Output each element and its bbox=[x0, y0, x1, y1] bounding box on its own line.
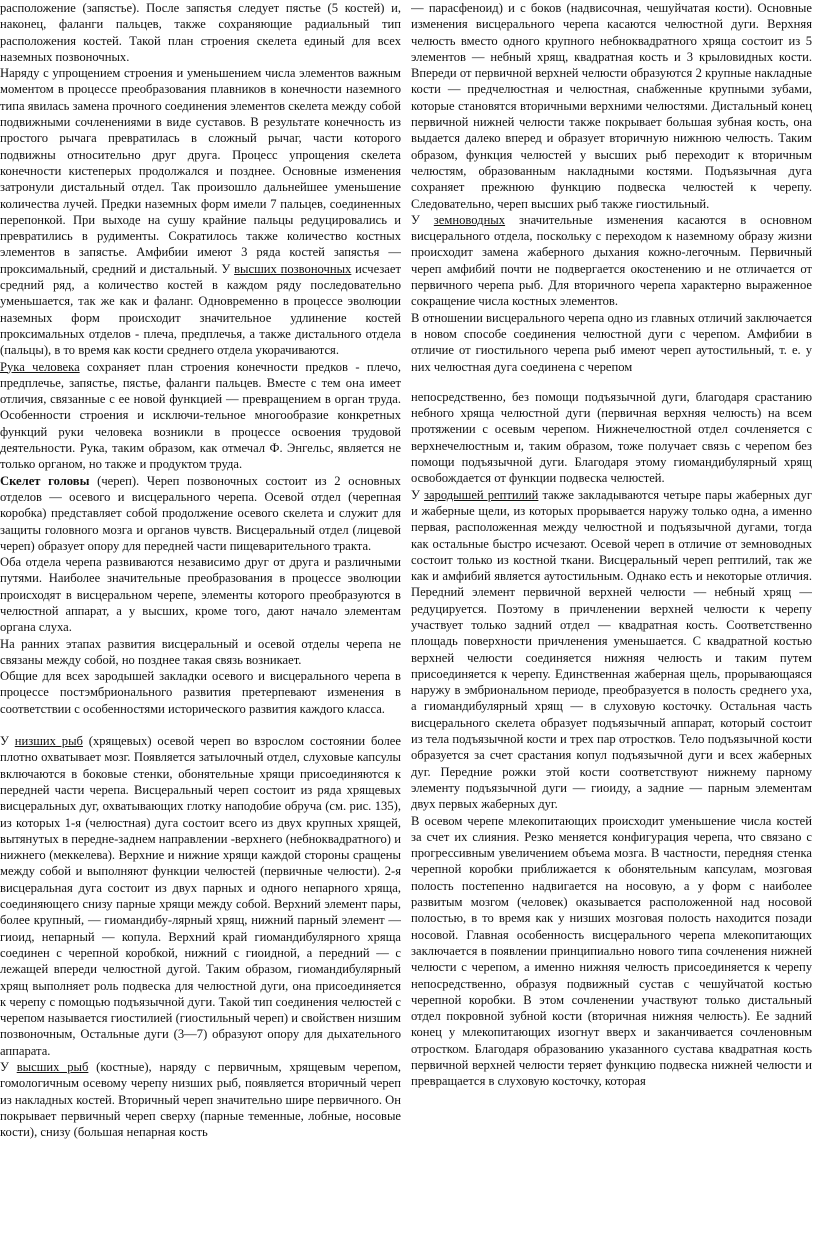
paragraph-reptile-embryos bbox=[411, 487, 812, 813]
paragraph-higher-fish-continued: — парасфеноид) и с боков (надвисочная, чешуйчатая кости). Основные изменения висцерального черепа касаются челюстной дуги. Верхняя челюсть вместо одного крупного небноквадратного хряща состоит из 5 элементов — небный хрящ, квадратная кость и 3 крыловидных кости. Впереди от первичной верхней челюсти образуются 2 крупные накладные кости — предчелюстная и челюстная, снабженные крупными зубами, которые становятся вторичными верхними челюстями. Дистальный конец первичной нижней челюсти также покрывает большая зубная кость, она выдается далеко вперед и образует вторичную нижнюю челюсть. Таким образом, функция челюстей у высших рыб переходит к вторичным челюстям, образованным накладными костями. Подъязычная дуга сохраняет прежнюю функцию подвеска челюстей к черепу. Следовательно, череп высших рыб также гиостильный. bbox=[411, 1, 812, 211]
paragraph-skull-heading bbox=[0, 473, 401, 554]
link-higher-fish[interactable]: высших рыб bbox=[16, 1060, 89, 1074]
paragraph-limb-evolution-end: исчезает средний ряд, а количество костей в каждом ряду последовательно уменьшается, так же как и фаланг. Одновременно в процессе эволюции наземных форм происходит значительное удлинение костей проксимальных отделов - плеча, предплечья, а также дистального отдела (пальцы), в то время как кости среднего отдела укорачиваются. bbox=[0, 261, 401, 358]
link-lower-fish[interactable]: низших рыб bbox=[14, 734, 83, 749]
paragraph-lower-fish-text: (хрящевых) осевой череп во взрослом состоянии более плотно охватывает мозг. Появляется затылочный отдел, слуховые капсулы включаются в боковые стенки, обонятельные хрящи присоединяются к передней части черепа. Висцеральный череп состоит из ряда хрящевых висцеральных дуг, охватывающих глотку наподобие обруча (см. рис. 135), из которых 1-я (челюстная) дуга состоит всего из двух крупных хрящей, вытянутых в передне-заднем направлении -верхнего (небноквадратного) и нижнего (меккелева). Верхние и нижние хрящи каждой стороны сращены между собой и выполняют функции челюстей (первичные челюсти). 2-я висцеральная дуга состоит из двух парных и одного непарного хряща, соединяющего снизу парные хрящи между собой. Верхний элемент пары, более крупный, — гиомандибу-лярный хрящ, нижний парный элемент — гиоид, непарный — копула. Верхний край гиомандибулярного хряща соединен с черепной коробкой, нижний с гиоидной, а передний — с лежащей впереди челюстной дугой. Таким образом, гиомандибулярный хрящ выполняет роль подвеска для челюстной дуги, она присоединяется к черепу с помощью подъязычной дуги. Такой тип соединения челюстей с черепом называется гиостилией (гиостильный череп) и свойствен низшим позвоночным, Остальные дуги (3—7) образуют опору для дыхательного аппарата. bbox=[0, 734, 401, 1058]
paragraph-mammals: В осевом черепе млекопитающих происходит уменьшение числа костей за счет их слияния. Резко меняется конфигурация черепа, что связано с прогрессивным увеличением объема мозга. В частности, передняя стенка черепной коробки приближается к обонятельным капсулам, мозговая полость постепенно надвигается на носовую, а у форм с наиболее развитым мозгом (человек) оказывается расположенной над носовой полостью, в то время как у низших мозговая полость находится позади носовой. Главная особенность висцерального черепа млекопитающих заключается в появлении принципиально нового типа сочленения нижней челюсти с черепом, а именно нижняя челюсть присоединяется к черепу непосредственно, образуя подвижный сустав с чешуйчатой костью черепной коробки. В этом сочленении участвуют только дистальный отдел покровной зубной кости (вторичная нижняя челюсть). Ее задний конец у млекопитающих изогнут вверх и заканчивается сочленовным отростком. Благодаря образованию указанного сустава квадратная кость первичной верхней челюсти теряет функцию подвеска нижней челюсти и превращается в слуховую косточку, которая bbox=[411, 813, 812, 1089]
paragraph-amphibians-prefix: У bbox=[411, 212, 434, 227]
paragraph-skull-text: (череп). Череп позвоночных состоит из 2 основных отделов — осевого и висцерального черепа. Осевой отдел (черепная коробка) представляет собой продолжение осевого скелета и служит для защиты головного мозга и органов чувств. Висцеральный отдел (лицевой череп) образует опору для передней части пищеварительного тракта. bbox=[0, 473, 401, 553]
paragraph-human-hand-text: сохраняет план строения конечности предков - плечо, предплечье, запястье, пястье, фаланги пальцев. Вместе с тем она имеет отличия, связанные с ее новой функцией — превращением в орган труда. Особенности строения и исключи-тельное многообразие конкретных функций руки человека возникли в процессе освоения трудовой деятельности. Рука, таким образом, как отмечал Ф. Энгельс, является не только органом, но также и продуктом труда. bbox=[0, 359, 401, 472]
right-column bbox=[411, 0, 812, 1242]
paragraph-lower-fish bbox=[0, 733, 401, 1059]
section-heading-skull: Скелет головы bbox=[0, 473, 90, 488]
paragraph-limb-evolution-text: Наряду с упрощением строения и уменьшением числа элементов важным моментом в процессе преобразования плавников в конечности наземного типа явилась замена прочного соединения элементов скелета между собой подвижными сочленениями в виде суставов. В результате конечность из простого рычага превратилась в сложный рычаг, части которого подвижны относительно друг друга. Процесс упрощения скелета конечности кистеперых продолжался и позднее. Основные изменения затронули дистальный отдел. Так произошло дальнейшее уменьшение количества лучей. Предки наземных форм имели 7 пальцев, соединенных перепонкой. При выходе на сушу крайние пальцы редуцировались и превратились в рудименты. Сократилось также количество костных элементов в запястье. Амфибии имеют 3 ряда костей запястья — проксимальный, средний и дистальный. У bbox=[0, 66, 401, 276]
paragraph-autostyly: непосредственно, без помощи подъязычной дуги, благодаря срастанию небного хряща челюстной дуги (первичная верхняя челюсть) на всем протяжении с осевым черепом. Нижнечелюстной отдел сочленяется с верхнечелюстным и, таким образом, тоже получает связь с черепом без помощи подъязычной дуги. Благодаря этому гиомандибулярный хрящ освобождается от функции подвеска челюстей. bbox=[411, 389, 812, 486]
paragraph-embryo-development: Общие для всех зародышей закладки осевого и висцерального черепа в процессе постэмбрионального развития претерпевают изменения в соответствии с особенностями исторического развития каждого класса. bbox=[0, 669, 401, 716]
paragraph-skull-sections: Оба отдела черепа развиваются независимо друг от друга и различными путями. Наиболее значительные преобразования в процессе эволюции происходят в висцеральном черепе, элементы которого преобразуются в челюстной аппарат, а у высших, кроме того, дают начало элементам органа слуха. bbox=[0, 555, 401, 635]
link-amphibians[interactable]: земноводных bbox=[433, 212, 506, 227]
paragraph-higher-fish bbox=[0, 1059, 401, 1140]
paragraph-wrist-structure: расположение (запястье). После запястья следует пястье (5 костей) и, наконец, фаланги пальцев, также сохраняющие радиальный тип расположения костей. Такой план строения скелета единый для всех наземных позвоночных. bbox=[0, 1, 401, 64]
paragraph-visceral-skull-amphibians: В отношении висцерального черепа одно из главных отличий заключается в новом способе соединения челюстной дуги с черепом. Амфибии в отличие от гиостильного черепа рыб имеют череп аутостильный, т. е. у них челюстная дуга соединена с черепом bbox=[411, 310, 812, 374]
paragraph-reptile-prefix: У bbox=[411, 487, 424, 502]
paragraph-amphibians bbox=[411, 212, 812, 310]
paragraph-lower-fish-prefix: У bbox=[0, 734, 15, 749]
paragraph-amphibians-text: значительные изменения касаются в основном висцерального отдела, поскольку с переходом к наземному образу жизни происходит замена жаберного дыхания кожно-легочным. Первичный череп амфибий почти не подвергается окостенению и не отличается от первичного черепа рыб. Для вторичного черепа характерно выраженное сокращение числа костных элементов. bbox=[411, 212, 812, 309]
paragraph-early-stages: На ранних этапах развития висцеральный и осевой отделы черепа не связаны между собой, но позднее такая связь возникает. bbox=[0, 636, 401, 667]
paragraph-higher-fish-text: (костные), наряду с первичным, хрящевым черепом, гомологичным осевому черепу низших рыб, появляется вторичный череп из накладных костей. Вторичный череп значительно шире первичного. Он покрывает первичный череп сверху (парные теменные, лобные, носовые кости), снизу (большая непарная кость bbox=[0, 1060, 401, 1140]
paragraph-spacer bbox=[411, 375, 812, 389]
paragraph-human-hand bbox=[0, 359, 401, 473]
paragraph-spacer bbox=[0, 717, 401, 733]
link-human-hand[interactable]: Рука человека bbox=[0, 359, 80, 374]
link-reptile-embryos[interactable]: зародышей рептилий bbox=[423, 487, 539, 502]
paragraph-higher-fish-prefix: У bbox=[0, 1060, 17, 1074]
left-column bbox=[0, 0, 401, 1242]
paragraph-reptile-text: также закладываются четыре пары жаберных дуг и жаберные щели, из которых прорывается наружу только одна, а именно первая, расположенная между челюстной и подъязычной дугами, тогда как остальные быстро исчезают. Осевой череп в отличие от земноводных состоит только из костной ткани. Висцеральный череп рептилий, так же как и амфибий является аутостильным. Однако есть и некоторые отличия. Передний элемент первичной верхней челюсти — небный хрящ — редуцируется. Поэтому в причленении верхней челюсти к черепу участвует только задний отдел — квадратная кость. Соответственно площадь поверхности причленения уменьшается. С квадратной костью верхней челюсти соединяется нижняя челюсть и таким путем присоединяется к черепу. Единственная жаберная щель, прорывающаяся наружу в эмбриональном периоде, преобразуется в полость среднего уха, а гиомандибулярный хрящ — в слуховую косточку. Остальная часть висцерального скелета образует подъязычный аппарат, который состоит из тела подъязычной кости и трех пар отростков. Тело подъязычной кости образуется за счет срастания копул подъязычной дуги и всех жаберных дуг. Передние рожки этой кости соответствуют нижнему парному элементу подъязычной дуги — гиоиду, а задние — парным элементам двух первых жаберных дуг. bbox=[411, 487, 812, 812]
link-higher-vertebrates[interactable]: высших позвоночных bbox=[234, 261, 352, 276]
paragraph-limb-evolution bbox=[0, 65, 401, 358]
